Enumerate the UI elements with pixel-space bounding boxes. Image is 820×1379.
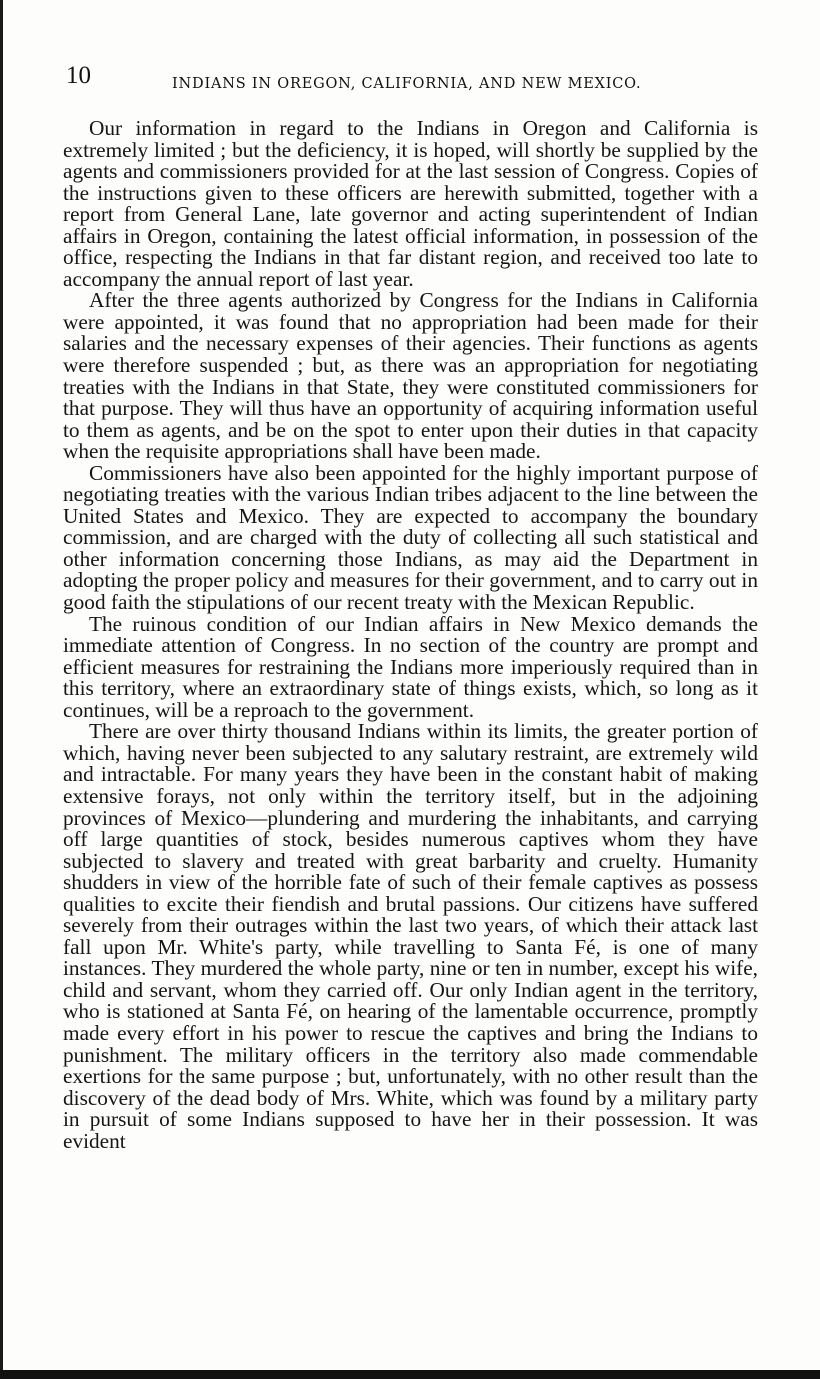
running-title: INDIANS IN OREGON, CALIFORNIA, AND NEW MEXICO. <box>172 76 642 92</box>
paragraph-california-agents: After the three agents authorized by Congress for the Indians in California were appointed, it was found that no appropriation had been made for their salaries and the necessary expenses of their agencies. Their functions as agents were therefore suspended ; but, as there was an appropriation for negotiating treaties with the Indians in that State, they were constituted commissioners for that purpose. They will thus have an opportunity of acquiring information useful to them as agents, and be on the spot to enter upon their duties in that capacity when the requisite appropriations shall have been made. <box>63 288 758 464</box>
paragraph-new-mexico-condition: The ruinous condition of our Indian affairs in New Mexico demands the immediate attention of Congress. In no section of the country are prompt and efficient measures for restraining the Indians more imperiously required than in this territory, where an extraordinary state of things exists, which, so long as it continues, will be a reproach to the government. <box>63 611 758 722</box>
page-left-edge <box>0 0 3 1379</box>
page-bottom-edge <box>0 1370 820 1379</box>
page-number: 10 <box>66 62 91 89</box>
paragraph-boundary-commissioners: Commissioners have also been appointed for the highly important purpose of negotiating treaties with the various Indian tribes adjacent to the line between the United States and Mexico. They are expected to accompany the boundary commission, and are charged with the duty of collecting all such statistical and other information concerning those Indians, as may aid the Department in adopting the proper policy and measures for their government, and to carry out in good faith the stipulations of our recent treaty with the Mexican Republic. <box>63 460 758 615</box>
paragraph-oregon-california: Our information in regard to the Indians in Oregon and California is extremely limited ; but the deficiency, it is hoped, will shortly be supplied by the agents and commissioners provided for at the last session of Congress. Copies of the instructions given to these officers are herewith submitted, together with a report from General Lane, late governor and acting superintendent of Indian affairs in Oregon, containing the latest official information, in possession of the office, respecting the Indians in that far distant region, and received too late to accompany the annual report of last year. <box>63 116 758 291</box>
page-header <box>64 62 764 100</box>
paragraph-thirty-thousand-indians: There are over thirty thousand Indians within its limits, the greater portion of which, having never been subjected to any salutary restraint, are extremely wild and intractable. For many years they have been in the constant habit of making extensive forays, not only within the territory itself, but in the adjoining provinces of Mexico—plundering and murdering the inhabitants, and carrying off large quantities of stock, besides numerous captives whom they have subjected to slavery and treated with great barbarity and cruelty. Humanity shudders in view of the horrible fate of such of their female captives as possess qualities to excite their fiendish and brutal passions. Our citizens have suffered severely from their outrages within the last two years, of which their attack last fall upon Mr. White's party, while travelling to Santa Fé, is one of many instances. They murdered the whole party, nine or ten in number, except his wife, child and servant, whom they carried off. Our only Indian agent in the territory, who is stationed at Santa Fé, on hearing of the lamentable occurrence, promptly made every effort in his power to rescue the captives and bring the Indians to punishment. The military officers in the territory also made commendable exertions for the same purpose ; but, unfortunately, with no other result than the discovery of the dead body of Mrs. White, which was found by a military party in pursuit of some Indians supposed to have her in their possession. It was evident <box>63 719 758 1153</box>
body-text <box>63 118 758 1152</box>
